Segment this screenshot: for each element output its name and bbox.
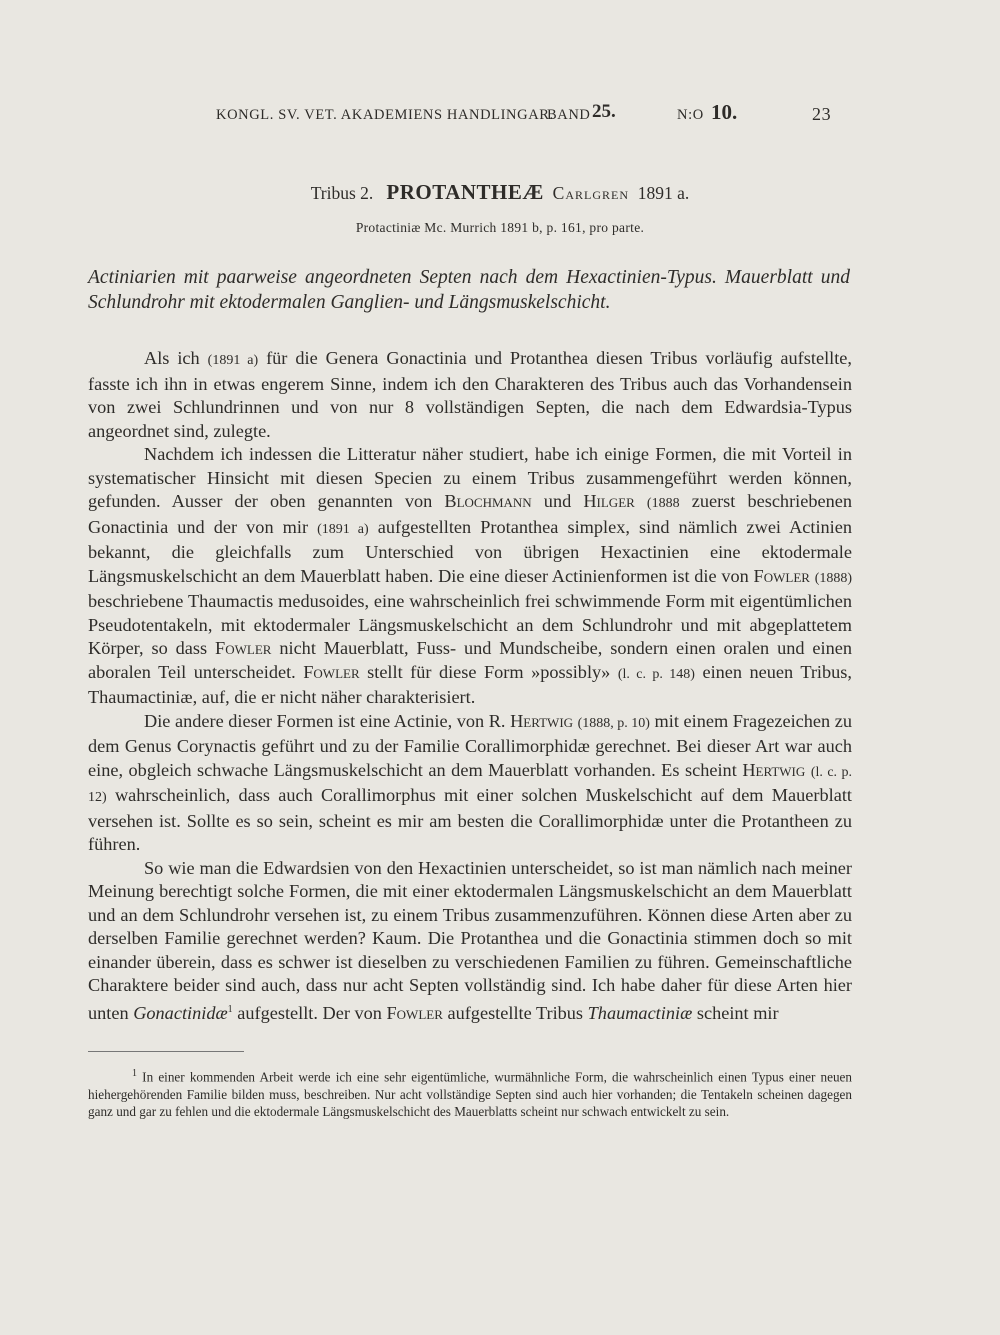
title-year: 1891 a. (637, 183, 690, 203)
issue-number: 10. (711, 100, 738, 124)
text-run: aufgestellte Tribus (447, 1002, 584, 1023)
footnote (88, 1065, 852, 1121)
page-number: 23 (812, 104, 832, 124)
citation: (1891 a) (207, 353, 259, 368)
author-name: Fowler (215, 638, 272, 658)
text-run: Die andere dieser Formen ist eine Actinie, von R. (144, 710, 506, 731)
section-title (0, 180, 1000, 205)
author-name: Fowler (753, 565, 810, 586)
synonym-line: Protactiniæ Mc. Murrich 1891 b, p. 161, pro parte. (355, 220, 645, 235)
paragraph (88, 443, 852, 710)
text-run: stellt für diese Form »possibly» (367, 661, 611, 682)
paragraph (88, 347, 852, 443)
text-run: einen neuen Tribus, Thaumactiniæ, auf, die er nicht näher charakterisiert. (88, 661, 852, 707)
citation: (1888, p. 10) (577, 715, 650, 731)
text-run: und (543, 491, 572, 511)
title-taxon: PROTANTHEÆ (386, 180, 544, 204)
text-run: aufgestellten Protanthea simplex, sind nämlich zwei Actinien bekannt, die gleichfalls zum Unterschied von übrigen Hexactinien eine ektodermale Längsmuskelschicht an dem Mauerblatt haben. Die eine dieser Actinienformen ist die von (88, 516, 853, 586)
text-run: zuerst beschriebenen Gonactinia und der von mir (88, 491, 853, 537)
author-name: Hertwig (742, 759, 806, 780)
band-label: BAND (547, 107, 591, 123)
citation: (1891 a) (317, 521, 369, 537)
text-run: wahrscheinlich, dass auch Corallimorphus mit einer solchen Muskelschicht auf dem Mauerblatt versehen ist. Sollte es so sein, scheint es mir am besten die Corallimorphidæ unter die Protantheen zu führen. (88, 785, 853, 854)
text-run: aufgestellt. Der von (237, 1002, 382, 1023)
text-run: nicht Mauerblatt, Fuss- und Mundscheibe, sondern einen oralen und einen aboralen Teil unterscheidet. (88, 638, 852, 682)
text-run: für die Genera Gonactinia und Protanthea diesen Tribus vorläufig aufstellte, fasste ich ihn in etwas engerem Sinne, indem ich den Charakteren des Tribus auch das Vorhandensein von zwei Schlundrinnen und von nur 8 vollständigen Septen, die nach dem Edwardsia-Typus angeordnet sind, zulegte. (88, 348, 852, 441)
citation: (l. c. p. 148) (617, 666, 695, 682)
text-run: Nachdem ich indessen die Litteratur näher studiert, habe ich einige Formen, die mit Vorteil in systematischer Hinsicht mit diesen Specien zu einem Tribus zusammengeführt werden können, gefunden. Ausser der oben genannten von (88, 444, 852, 511)
citation: (l. c. p. 12) (88, 764, 852, 805)
title-prefix: Tribus 2. (310, 183, 374, 203)
taxon-name: Gonactinidæ (133, 1002, 228, 1023)
footnote-rule (88, 1051, 244, 1052)
paragraph (88, 857, 852, 1026)
text-run: scheint mir (696, 1002, 779, 1023)
text-run: mit einem Fragezeichen zu dem Genus Corynactis geführt und zu der Familie Corallimorphidæ gerechnet. Bei dieser Art war auch eine, obgleich schwache Längsmuskelschicht an dem Mauerblatt vorhanden. Es scheint (88, 710, 853, 780)
paragraph (88, 710, 852, 857)
footnote-text: In einer kommenden Arbeit werde ich eine sehr eigentümliche, wurmähnliche Form, die wahrscheinlich einen Typus einer neuen hiehergehörenden Familie bilden muss, beschreiben. Nur acht vollständige Septen sind auch hier vorhanden; die Tentakeln scheinen dagegen ganz und gar zu fehlen und die ektodermale Längsmuskelschicht des Mauerblatts scheint nur schwach entwickelt zu sein. (88, 1069, 852, 1120)
text-run: Als ich (144, 348, 200, 368)
taxon-name: Thaumactiniæ (587, 1002, 693, 1023)
text-run: beschriebene Thaumactis medusoides, eine wahrscheinlich frei schwimmende Form mit eigentümlichen Pseudotentakeln, mit ektodermaler Längsmuskelschicht an dem Schlundrohr und mit abgeplattetem Körper, so dass (88, 591, 852, 658)
author-name: Hertwig (510, 710, 574, 731)
running-head (0, 100, 1000, 129)
footnote-marker: 1 (227, 1003, 233, 1015)
issue-label: N:O (677, 107, 704, 123)
author-name: Fowler (303, 661, 360, 682)
journal-title: KONGL. SV. VET. AKADEMIENS HANDLINGAR. (216, 107, 554, 123)
author-name: Blochmann (444, 491, 532, 511)
text-run: So wie man die Edwardsien von den Hexactinien unterscheidet, so ist man nämlich nach meiner Meinung berechtigt solche Formen, die mit einer ektodermalen Längsmuskelschicht an dem Mauerblatt und an dem Schlundrohr versehen ist, zu einem Tribus zusammenzuführen. Können diese Arten aber zu derselben Familie gerechnet werden? Kaum. Die Protanthea und die Gonactinia stimmen doch so mit einander überein, dass es schwer ist dieselben zu verschiedenen Familien zu führen. Gemeinschaftliche Charaktere beider sind auch, dass nur acht Septen vollständig sind. Ich habe daher für diese Arten hier unten (88, 857, 852, 1023)
citation: (1888) (814, 570, 853, 586)
footnote-number: 1 (132, 1068, 137, 1079)
author-name: Hilger (583, 491, 635, 511)
body-text (88, 347, 852, 1025)
author-name: Fowler (386, 1002, 443, 1023)
citation: (1888 (646, 496, 680, 511)
diagnosis: Actiniarien mit paarweise angeordneten Septen nach dem Hexactinien-Typus. Mauerblatt und Schlundrohr mit ektodermalen Ganglien- und Längsmuskelschicht. (88, 267, 850, 313)
band-number: 25. (592, 101, 616, 122)
title-author: Carlgren (552, 183, 629, 203)
